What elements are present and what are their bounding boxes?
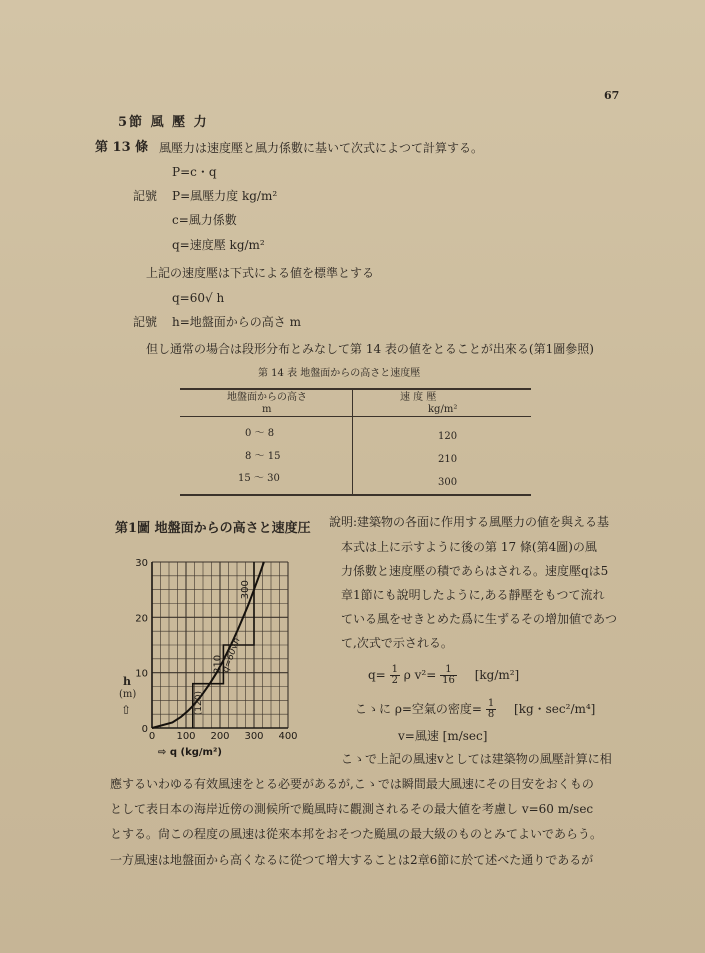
table-row-1-height: 0 ～ 8 bbox=[245, 428, 275, 439]
note-c: c=風力係數 bbox=[172, 213, 237, 227]
explanation-line-4: 章1節にも說明したように,ある靜壓をもつて流れ bbox=[341, 588, 605, 602]
y-tick-label: 20 bbox=[135, 613, 148, 625]
y-tick-label: 30 bbox=[135, 558, 148, 569]
eq2-num: 1 bbox=[487, 697, 495, 709]
note-h: h=地盤面からの高さ m bbox=[172, 315, 301, 329]
height-vs-pressure-chart bbox=[112, 548, 322, 760]
velocity-intro: 上記の速度壓は下式による値を標準とする bbox=[146, 266, 375, 280]
explanation-line-5: ている風をせきとめた爲に生ずるその增加値であつ bbox=[341, 612, 618, 626]
x-tick-label: 100 bbox=[176, 731, 196, 742]
explanation-line-6: て,次式で示される。 bbox=[341, 636, 453, 650]
x-tick-label: 300 bbox=[244, 731, 264, 742]
y-tick-label: 10 bbox=[135, 668, 148, 680]
eq1-middle: ρ v²= bbox=[403, 668, 437, 682]
note-q: q=速度壓 kg/m² bbox=[172, 238, 265, 252]
table-caption: 第 14 表 地盤面からの高さと速度壓 bbox=[258, 368, 421, 379]
body-line-3: として表日本の海岸近傍の測候所で颱風時に觀測されるその最大値を考慮し v=60 m/sec bbox=[110, 802, 594, 816]
col2-unit: kg/m² bbox=[428, 404, 458, 415]
curve-label: q=60√h bbox=[220, 636, 243, 675]
step-label-210: 210 bbox=[212, 654, 224, 674]
eq1-frac1-num: 1 bbox=[391, 663, 398, 675]
body-line-2: 應するいわゆる有效風速をとる必要があるが,こゝでは瞬間最大風速にその目安をおくもの bbox=[110, 777, 594, 791]
notes-label: 記號 bbox=[133, 189, 158, 203]
notes2-label: 記號 bbox=[133, 315, 158, 329]
body-line-5: 一方風速は地盤面から高くなるに從つて增大することは2章6節に於て述べた通りであるが bbox=[110, 853, 594, 867]
eq2-lhs: こゝに ρ=空氣の密度= bbox=[355, 702, 482, 716]
equation-rho bbox=[355, 694, 595, 724]
eq2-fraction bbox=[486, 699, 496, 721]
velocity-formula: q=60√ h bbox=[172, 291, 225, 305]
body-line-1: こゝで上記の風速vとしては建築物の風壓計算に相 bbox=[341, 752, 612, 766]
explanation-line-2: 本式は上に示すように後の第 17 條(第4圖)の風 bbox=[341, 540, 597, 554]
y-axis-label: h bbox=[123, 675, 131, 688]
article-label: 第 13 條 bbox=[95, 140, 149, 155]
step-label-120: (120) bbox=[193, 690, 204, 716]
eq1-lhs: q= bbox=[368, 668, 386, 682]
main-formula: P=c・q bbox=[172, 165, 217, 179]
eq1-fraction-1 bbox=[390, 665, 400, 687]
x-tick-label: 0 bbox=[148, 731, 156, 742]
body-line-4: とする。尙この程度の風速は從來本邦をおそつた颱風の最大級のものとみてよいであらう。 bbox=[110, 827, 603, 841]
article-text: 風壓力は速度壓と風力係數に基いて次式によつて計算する。 bbox=[159, 141, 484, 155]
explanation-line-1: 說明:建築物の各面に作用する風壓力の値を與える基 bbox=[329, 515, 610, 529]
table-row-1-pressure: 120 bbox=[438, 431, 458, 442]
table-row-2-pressure: 210 bbox=[438, 454, 458, 465]
col1-header: 地盤面からの高さ bbox=[227, 392, 307, 403]
x-tick-label: 400 bbox=[278, 731, 298, 742]
page-number: 67 bbox=[604, 89, 620, 102]
equation-q bbox=[368, 660, 519, 690]
eq2-den: 8 bbox=[487, 709, 495, 720]
figure-title: 第1圖 地盤面からの高さと速度圧 bbox=[115, 521, 311, 536]
table-row-3-height: 15 ～ 30 bbox=[238, 473, 280, 484]
section-title: 5節 風 壓 力 bbox=[118, 115, 209, 130]
eq2-unit: [kg・sec²/m⁴] bbox=[514, 702, 596, 716]
ordinary-case-text: 但し通常の場合は段形分布とみなして第 14 表の値をとることが出來る(第1圖參照) bbox=[146, 342, 594, 356]
y-tick-label: 0 bbox=[141, 724, 148, 735]
x-axis-label: ⇨ q (kg/m²) bbox=[158, 747, 222, 758]
up-arrow-icon: ⇧ bbox=[121, 703, 132, 717]
eq1-frac1-den: 2 bbox=[391, 675, 398, 686]
eq1-frac2-num: 1 bbox=[440, 665, 457, 677]
explanation-line-3: 力係數と速度壓の積であらはされる。速度壓qは5 bbox=[341, 564, 609, 578]
eq1-fraction-2 bbox=[440, 665, 457, 687]
table-row-3-pressure: 300 bbox=[438, 477, 458, 488]
col2-header: 速 度 壓 bbox=[400, 392, 437, 403]
table-row-2-height: 8 ～ 15 bbox=[245, 451, 281, 462]
col1-unit: m bbox=[262, 404, 272, 415]
eq1-unit: [kg/m²] bbox=[474, 668, 520, 682]
y-axis-unit: (m) bbox=[119, 689, 137, 700]
note-p: P=風壓力度 kg/m² bbox=[172, 189, 278, 203]
x-tick-label: 200 bbox=[210, 731, 230, 742]
eq1-frac2-den: 16 bbox=[442, 675, 455, 686]
step-label-300: 300 bbox=[240, 580, 251, 600]
equation-v: v=風速 [m/sec] bbox=[398, 729, 488, 743]
